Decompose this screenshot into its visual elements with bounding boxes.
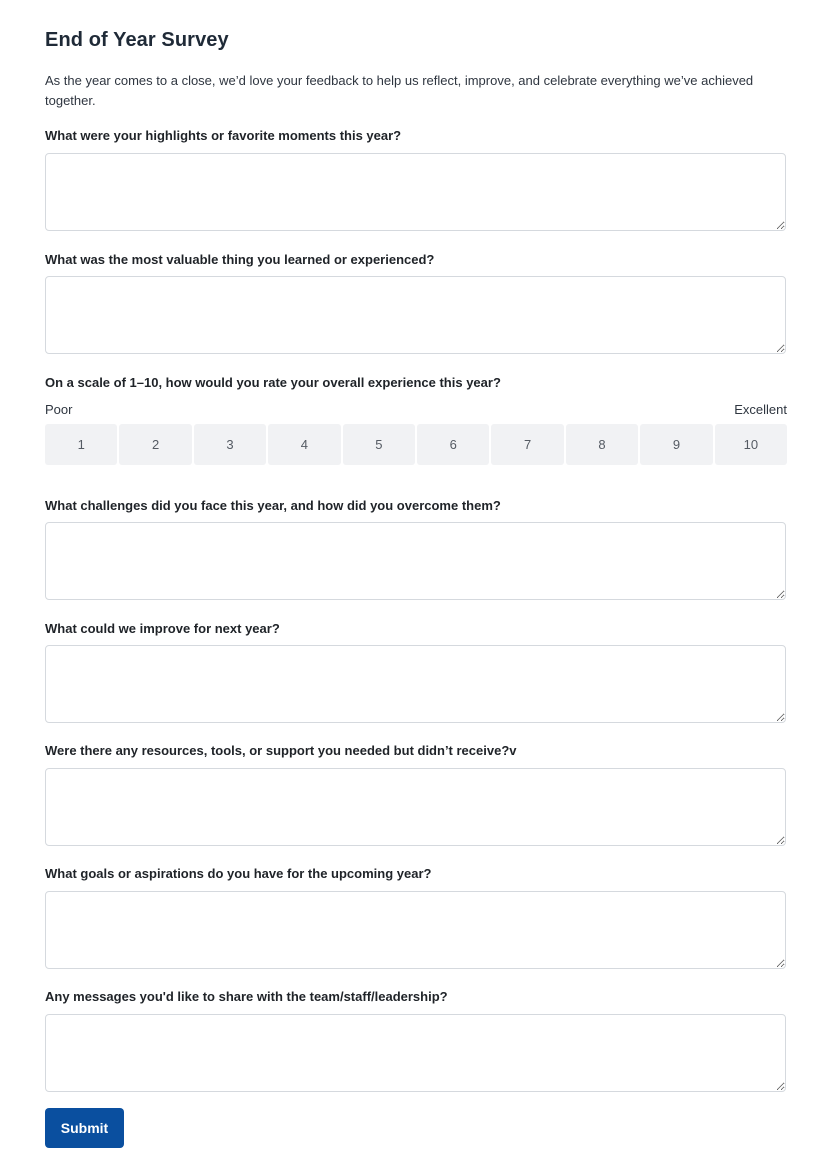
rating-option-5[interactable]: 5	[343, 424, 415, 465]
rating-option-8[interactable]: 8	[566, 424, 638, 465]
rating-option-9[interactable]: 9	[640, 424, 712, 465]
question-improve-label: What could we improve for next year?	[45, 621, 280, 636]
rating-option-10[interactable]: 10	[715, 424, 787, 465]
improve-textarea[interactable]	[45, 645, 786, 723]
goals-textarea[interactable]	[45, 891, 786, 969]
scale-low-label: Poor	[45, 402, 73, 417]
page-title: End of Year Survey	[45, 29, 229, 51]
scale-high-label: Excellent	[734, 402, 787, 417]
challenges-textarea[interactable]	[45, 522, 786, 600]
submit-button[interactable]: Submit	[45, 1108, 124, 1148]
rating-option-7[interactable]: 7	[491, 424, 563, 465]
question-highlights-label: What were your highlights or favorite moments this year?	[45, 128, 402, 143]
question-resources-label: Were there any resources, tools, or support you needed but didn’t receive?v	[45, 743, 517, 758]
messages-textarea[interactable]	[45, 1014, 786, 1092]
rating-option-4[interactable]: 4	[268, 424, 340, 465]
resources-textarea[interactable]	[45, 768, 786, 846]
question-messages-label: Any messages you'd like to share with the team/staff/leadership?	[45, 989, 448, 1004]
question-goals-label: What goals or aspirations do you have for the upcoming year?	[45, 866, 432, 881]
learned-textarea[interactable]	[45, 276, 786, 354]
rating-option-6[interactable]: 6	[417, 424, 489, 465]
rating-option-3[interactable]: 3	[194, 424, 266, 465]
question-rating-label: On a scale of 1–10, how would you rate your overall experience this year?	[45, 375, 501, 390]
rating-scale	[45, 424, 787, 465]
question-learned-label: What was the most valuable thing you learned or experienced?	[45, 252, 435, 267]
question-challenges-label: What challenges did you face this year, and how did you overcome them?	[45, 498, 501, 513]
survey-intro: As the year comes to a close, we’d love your feedback to help us reflect, improve, and celebrate everything we’ve achieved together.	[45, 73, 754, 108]
rating-option-1[interactable]: 1	[45, 424, 117, 465]
rating-option-2[interactable]: 2	[119, 424, 191, 465]
highlights-textarea[interactable]	[45, 153, 786, 231]
